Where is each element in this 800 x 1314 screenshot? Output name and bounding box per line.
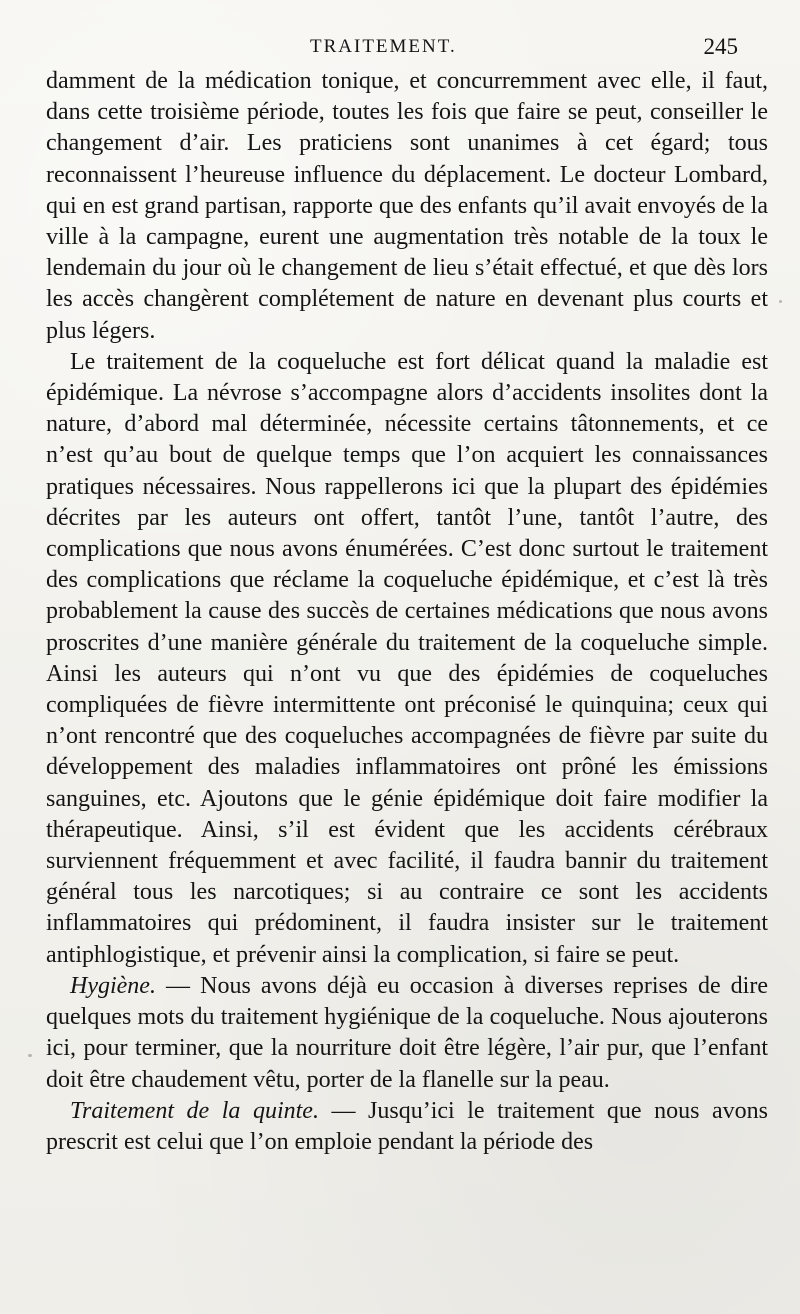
- hygiene-text: — Nous avons déjà eu occasion à diverses reprises de dire quelques mots du traitement hygiénique de la coqueluche. Nous ajouterons ici, pour terminer, que la nourriture doit être légère, l’air pur, que l’enfant doit être chaudement vêtu, porter de la flanelle sur la peau.: [46, 972, 768, 1093]
- paragraph-quinte: [46, 1096, 768, 1158]
- page-header: [40, 34, 740, 66]
- paragraph-2-text: Le traitement de la coqueluche est fort délicat quand la maladie est épidémique. La névrose s’accompagne alors d’accidents insolites dont la nature, d’abord mal déterminée, nécessite certains tâtonnements, et ce n’est qu’au bout de quelque temps que l’on acquiert les connaissances pratiques nécessaires. Nous rappellerons ici que la plupart des épidémies décrites par les auteurs ont offert, tantôt l’une, tantôt l’autre, des complications que nous avons énumérées. C’est donc surtout le traitement des complications que réclame la coqueluche épidémique, et c’est là très probablement la cause des succès de certaines médications que nous avons proscrites d’une manière générale du traitement de la coqueluche simple. Ainsi les auteurs qui n’ont vu que des épidémies de coqueluches compliquées de fièvre intermittente ont préconisé le quinquina; ceux qui n’ont rencontré que des coqueluches accompagnées de fièvre par suite du développement des maladies inflammatoires ont prôné les émissions sanguines, etc. Ajoutons que le génie épidémique doit faire modifier la thérapeutique. Ainsi, s’il est évident que les accidents cérébraux surviennent fréquemment et avec facilité, il faudra bannir du traitement général tous les narcotiques; si au contraire ce sont les accidents inflammatoires qui prédominent, il faudra insister sur le traitement antiphlogistique, et prévenir ainsi la complication, si faire se peut.: [46, 348, 768, 968]
- paragraph-1-text: damment de la médication tonique, et concurremment avec elle, il faut, dans cette troisième période, toutes les fois que faire se peut, conseiller le changement d’air. Les praticiens sont unanimes à cet égard; tous reconnaissent l’heureuse influence du déplacement. Le docteur Lombard, qui en est grand partisan, rapporte que des enfants qu’il avait envoyés de la ville à la campagne, eurent une augmentation très notable de la toux le lendemain du jour où le changement de lieu s’était effectué, et que dès lors les accès changèrent complétement de nature en devenant plus courts et plus légers.: [46, 68, 768, 344]
- page-content: [46, 66, 768, 1158]
- running-head: TRAITEMENT.: [310, 36, 457, 57]
- paragraph-1: [46, 66, 768, 347]
- paragraph-2: [46, 347, 768, 971]
- page-number: 245: [703, 34, 738, 59]
- quinte-label: Traitement de la quinte.: [70, 1097, 319, 1124]
- quinte-text: — Jusqu’ici le traitement que nous avons prescrit est celui que l’on emploie pendant la période des: [46, 1097, 769, 1155]
- hygiene-label: Hygiène.: [70, 972, 156, 999]
- ink-speck-left: [28, 1054, 32, 1057]
- ink-speck-right: [779, 300, 782, 303]
- paragraph-hygiene: [46, 971, 768, 1096]
